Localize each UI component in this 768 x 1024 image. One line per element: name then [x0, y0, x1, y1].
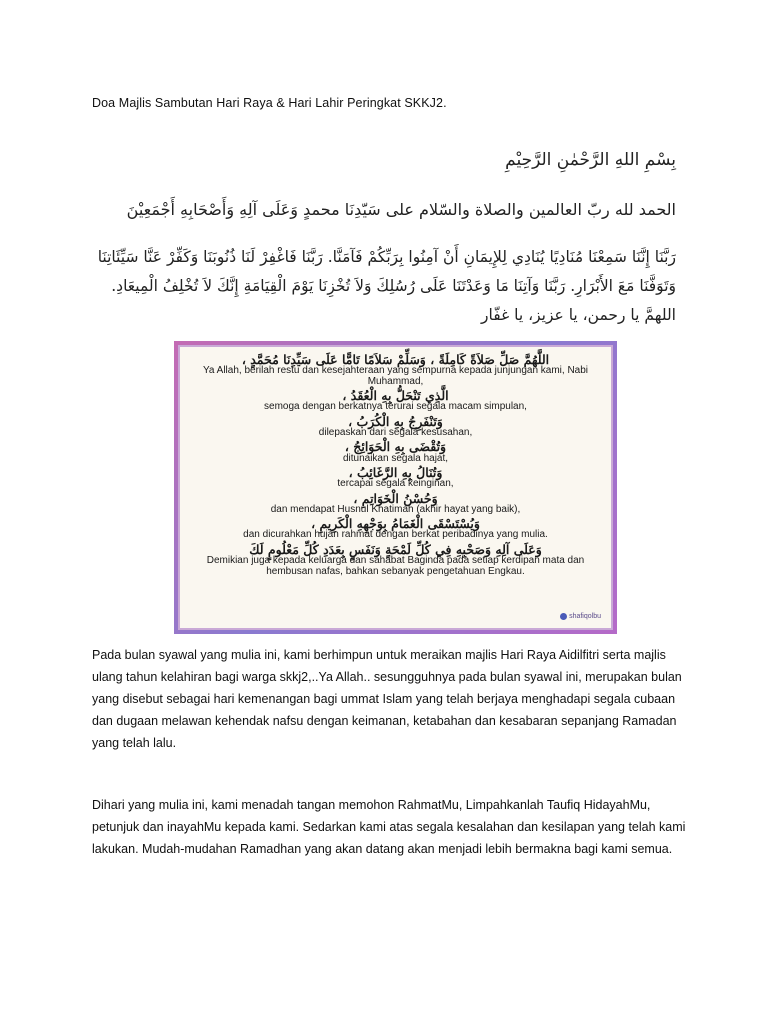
card-line-arabic: وَعَلَى آلِهِ وَصَحْبِهِ فِي كُلِّ لَمْحَةٍ وَنَفَسٍ بِعَدَدِ كُلِّ مَعْلُومٍ لَكَ	[249, 541, 542, 557]
card-line-malay: Ya Allah, berilah restu dan kesejahteraan yang sempurna kepada junjungan kami, Nabi Muhammad,	[202, 365, 589, 387]
watermark-text: shafiqolbu	[569, 613, 601, 620]
document-title: Doa Majlis Sambutan Hari Raya & Hari Lahir Peringkat SKKJ2.	[92, 96, 447, 110]
selawat-card-body	[178, 345, 613, 630]
card-line-arabic: وَيُسْتَسْقَى الْغَمَامُ بِوَجْهِهِ الْكَرِيمِ ،	[311, 516, 480, 532]
card-line-arabic: وَتَنْفَرِجُ بِهِ الْكُرَبُ ،	[348, 413, 443, 429]
arabic-closing: اللهمَّ يا رحمن، يا عزيز، يا غفّار	[481, 306, 676, 324]
arabic-doa-text: رَبَّنَا إِنَّنَا سَمِعْنَا مُنَادِيًا يُنَادِي لِلإِيمَانِ أَنْ آمِنُوا بِرَبِّكُمْ فَآمَنَّا. رَبَّنَا فَاغْفِرْ لَنَا ذُنُوبَنَا وَكَفِّرْ عَنَّا سَيِّئَاتِنَا وَتَوَفَّنَا مَعَ الأَبْرَارِ. رَبَّنَا وَآتِنَا مَا وَعَدْتَنَا عَلَى رُسُلِكَ وَلاَ تُخْزِنَا يَوْمَ الْقِيَامَةِ إِنَّكَ لاَ تُخْلِفُ الْمِيعَادِ.	[97, 248, 676, 295]
card-line-malay: dan mendapat Husnul Khatimah (akhir hayat yang baik),	[270, 503, 521, 515]
arabic-hamd: الحمد لله ربّ العالمين والصلاة والسّلام على سَيّدِنَا محمدٍ وَعَلَى آلِهِ وَأَصْحَابِهِ أَجْمَعِيْنَ	[126, 200, 676, 219]
card-line-malay: Demikian juga kepada keluarga dan sahabat Baginda pada setiap kerdipan mata dan hembusan nafas, bahkan sebanyak pengetahuan Engkau.	[206, 555, 585, 577]
arabic-basmala: بِسْمِ اللهِ الرَّحْمٰنِ الرَّحِيْمِ	[505, 150, 676, 170]
arabic-doa	[76, 243, 676, 330]
paragraph: Pada bulan syawal yang mulia ini, kami berhimpun untuk meraikan majlis Hari Raya Aidilfitri serta majlis ulang tahun kelahiran bagi warga skkj2,..Ya Allah.. sesungguhnya pada bulan syawal ini, merupakan bulan yang disebut sebagai hari kemenangan bagi ummat Islam yang telah berjaya menghadapi segala cubaan dan dugaan melawan kehendak nafsu dengan keimanan, ketabahan dan kesabaran sepanjang Ramadan yang telah lalu.	[92, 648, 682, 750]
selawat-image-card	[174, 341, 617, 634]
watermark	[560, 613, 601, 620]
paragraph: Dihari yang mulia ini, kami menadah tangan memohon RahmatMu, Limpahkanlah Taufiq HidayahMu, petunjuk dan inayahMu kepada kami. Sedarkan kami atas segala kesalahan dan kesilapan yang telah kami lakukan. Mudah-mudahan Ramadhan yang akan datang akan menjadi lebih bermakna bagi kami semua.	[92, 798, 686, 856]
card-line-arabic: وَتُقْضَى بِهِ الْحَوَائِجُ ،	[344, 439, 447, 455]
card-line-malay: dilepaskan dari segala kesusahan,	[318, 426, 473, 438]
card-line-arabic: الَّذِي تَنْحَلُّ بِهِ الْعُقَدُ ،	[342, 388, 449, 404]
card-line-malay: dan dicurahkan hujan rahmat dengan berkat peribadinya yang mulia.	[243, 529, 548, 541]
card-line-malay: ditunaikan segala hajat,	[342, 452, 449, 464]
card-line-malay: tercapai segala keinginan,	[337, 478, 454, 490]
card-line-arabic: وَحُسْنُ الْخَوَاتِمِ ،	[353, 490, 438, 506]
card-line-malay: semoga dengan berkatnya terurai segala macam simpulan,	[264, 401, 527, 413]
card-line-arabic: اللَّهُمَّ صَلِّ صَلاَةً كَامِلَةً ، وَسَلِّمْ سَلاَمًا تَامًّا عَلَى سَيِّدِنَا مُحَمَّدٍ ،	[241, 352, 550, 367]
watermark-logo-icon	[560, 613, 567, 620]
card-line-arabic: وَتُنَالُ بِهِ الرَّغَائِبُ ،	[348, 465, 443, 480]
